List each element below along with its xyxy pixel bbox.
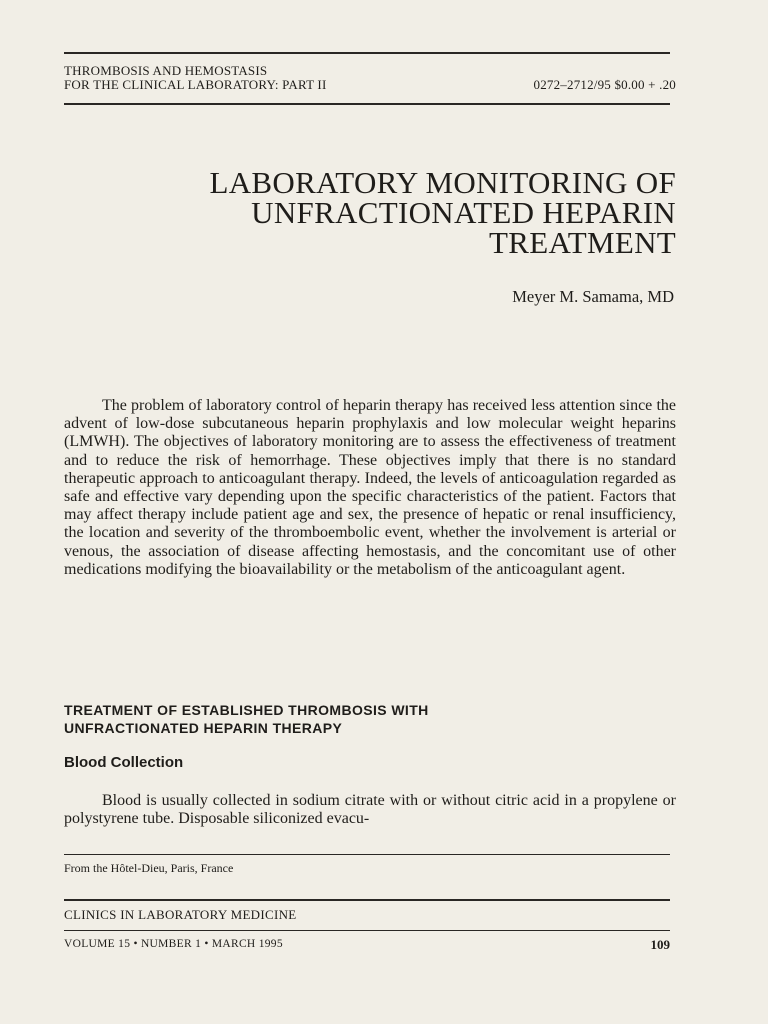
article-code: 0272–2712/95 $0.00 + .20 [533, 77, 676, 92]
subheading-blood-collection: Blood Collection [64, 754, 184, 771]
title-line-1: LABORATORY MONITORING OF [209, 165, 676, 200]
intro-paragraph: The problem of laboratory control of heparin therapy has received less attention since the advent of low-dose subcutaneous heparin prophylaxis and low molecular weight heparins (LMWH). The objectives of laboratory monitoring are to assess the effectiveness of treatment and to reduce the risk of hemorrhage. These objectives imply that there is no standard therapeutic approach to anticoagulant therapy. Indeed, the levels of anticoagulation regarded as safe and effective vary depending upon the specific characteristics of the patient. Factors that may affect therapy include patient age and sex, the presence of hepatic or renal insufficiency, the location and severity of the thromboembolic event, whether the involvement is arterial or venous, the association of disease affecting hemostasis, and the concomitant use of other medications modifying the bioavailability or the metabolism of the anticoagulant agent. [64, 397, 676, 578]
blood-collection-paragraph: Blood is usually collected in sodium citrate with or without citric acid in a propylene or polystyrene tube. Disposable siliconized evacu- [64, 792, 676, 828]
title-line-3: TREATMENT [489, 225, 676, 260]
top-rule [64, 52, 670, 54]
footer-rule-bottom [64, 930, 670, 931]
journal-name: CLINICS IN LABORATORY MEDICINE [64, 907, 297, 922]
blood-collection-body [64, 792, 676, 828]
title-line-2: UNFRACTIONATED HEPARIN [251, 195, 676, 230]
article-title [64, 165, 676, 260]
footnote-rule [64, 854, 670, 855]
volume-info: VOLUME 15 • NUMBER 1 • MARCH 1995 [64, 938, 283, 950]
affiliation-footnote: From the Hôtel-Dieu, Paris, France [64, 861, 234, 875]
section-heading [64, 701, 676, 737]
intro-body [64, 397, 676, 579]
running-head-journal [64, 64, 327, 92]
section-heading-line-1: TREATMENT OF ESTABLISHED THROMBOSIS WITH [64, 702, 429, 718]
page-number: 109 [650, 937, 670, 952]
journal-line-2: FOR THE CLINICAL LABORATORY: PART II [64, 77, 327, 92]
section-heading-line-2: UNFRACTIONATED HEPARIN THERAPY [64, 720, 343, 736]
footer-rule-top [64, 899, 670, 901]
journal-line-1: THROMBOSIS AND HEMOSTASIS [64, 63, 268, 78]
header-rule [64, 103, 670, 105]
author: Meyer M. Samama, MD [512, 287, 674, 306]
